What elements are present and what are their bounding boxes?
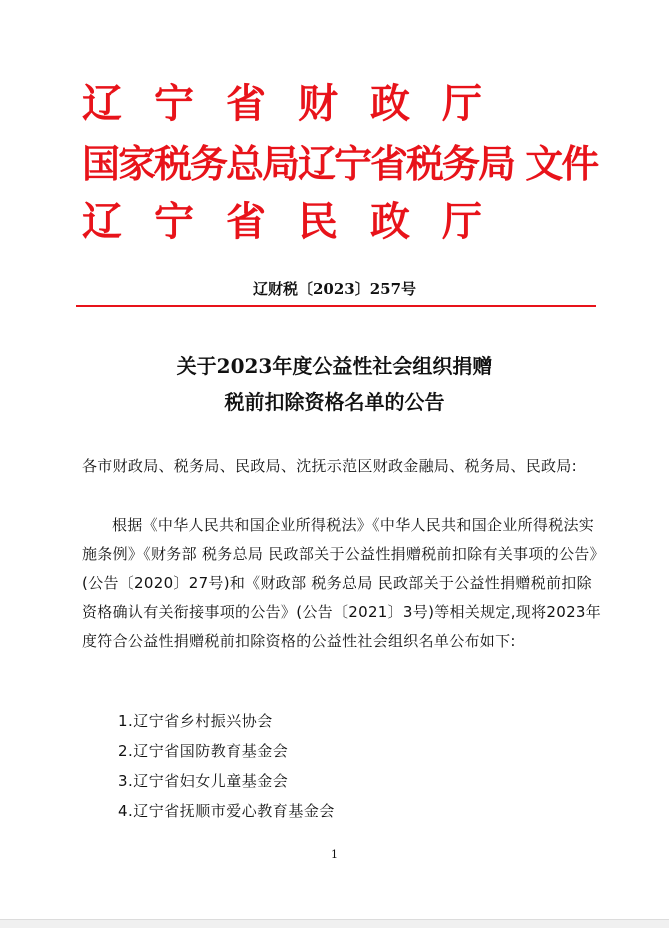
document-number: 辽财税〔2023〕257号 <box>252 280 417 298</box>
viewer-bottom-bar <box>0 919 669 928</box>
list-item: 2.辽宁省国防教育基金会 <box>118 742 289 760</box>
header-line-2: 国家税务总局辽宁省税务局 文件 <box>82 141 598 186</box>
body-paragraph: 根据《中华人民共和国企业所得税法》《中华人民共和国企业所得税法实施条例》《财务部 税务总局 民政部关于公益性捐赠税前扣除有关事项的公告》(公告〔2020〕27号)和《财政部 税务总局 民政部关于公益性捐赠税前扣除资格确认有关衔接事项的公告》(公告〔2021〕3号)等相关规定,现将2023年度符合公益性捐赠税前扣除资格的公益性社会组织名单公布如下: <box>82 516 602 650</box>
title-line-1: 关于2023年度公益性社会组织捐赠 <box>176 354 493 378</box>
list-item: 3.辽宁省妇女儿童基金会 <box>118 772 289 790</box>
list-item: 1.辽宁省乡村振兴协会 <box>118 712 273 730</box>
title-line-2: 税前扣除资格名单的公告 <box>224 390 445 414</box>
salutation: 各市财政局、税务局、民政局、沈抚示范区财政金融局、税务局、民政局: <box>82 457 577 475</box>
list-item: 4.辽宁省抚顺市爱心教育基金会 <box>118 802 335 820</box>
red-divider <box>76 305 596 307</box>
organization-list <box>118 706 335 826</box>
header-line-3: 辽宁省民政厅 <box>82 198 514 245</box>
page-number: 1 <box>331 848 338 861</box>
header-line-1: 辽宁省财政厅 <box>82 80 514 127</box>
